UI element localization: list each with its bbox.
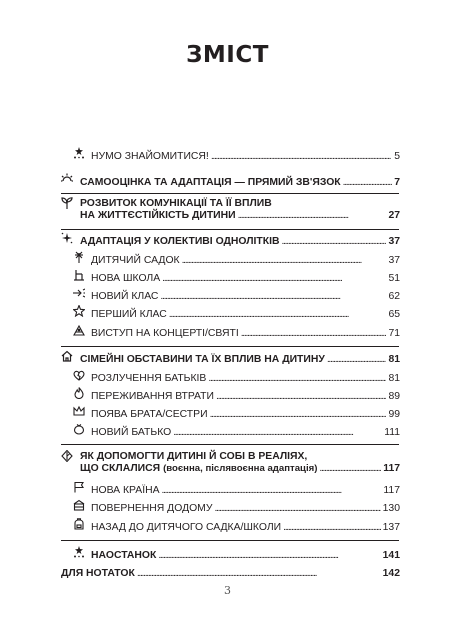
leader-dots [327,353,387,366]
toc-entry-page: 111 [384,427,400,438]
toc-entry-label: НОВИЙ БАТЬКО [91,427,172,438]
toc-section[interactable] [80,351,400,366]
toc-entry-label: СІМЕЙНІ ОБСТАВИНИ ТА ЇХ ВПЛИВ НА ДИТИНУ [80,354,325,365]
toc-entry-label: САМООЦІНКА ТА АДАПТАЦІЯ — ПРЯМИЙ ЗВ'ЯЗОК [80,177,341,188]
toc-entry-label: ПЕРШИЙ КЛАС [91,309,167,320]
sun-rays-icon [61,173,73,185]
flame-icon [73,387,85,399]
toc-entry-page: 5 [394,151,400,162]
leader-dots [160,290,386,303]
toc-entry-label: ПОВЕРНЕННЯ ДОДОМУ [91,503,213,514]
toc-entry-label: НОВИЙ КЛАС [91,291,159,302]
toc-entry-label: РОЗЛУЧЕННЯ БАТЬКІВ [91,373,207,384]
toc-entry-page: 62 [388,291,400,302]
section-divider [61,444,399,445]
toc-entry-label: НАЗАД ДО ДИТЯЧОГО САДКА/ШКОЛИ [91,522,282,533]
backpack-icon [73,518,85,530]
leader-dots [208,372,386,385]
leader-dots [214,502,380,515]
leader-dots [211,150,392,163]
leader-dots [216,390,386,403]
toc-entry-page: 7 [394,177,400,188]
crown-icon [73,405,85,417]
leader-dots [210,408,387,421]
toc-entry[interactable] [91,424,400,439]
toc-entry[interactable] [91,306,400,321]
toc-entry-page: 141 [382,550,400,561]
leader-dots [238,210,387,222]
toc-entry[interactable] [91,500,400,515]
sparkle-icon [61,232,73,244]
toc-entry-label: ПЕРЕЖИВАННЯ ВТРАТИ [91,391,214,402]
toc-entry-page: 99 [388,409,400,420]
leaf-icon [61,450,73,462]
section-divider [61,540,399,541]
section-divider [61,229,399,230]
toc-entry[interactable] [91,325,400,340]
toc-section[interactable] [80,174,400,189]
toc-entry-page: 81 [388,373,400,384]
toc-section[interactable] [80,198,400,222]
leader-dots [162,272,386,285]
toc-entry-page: 137 [382,522,400,533]
leader-dots [169,308,387,321]
toc-entry-label-line2: ЩО СКЛАЛИСЯ [80,463,161,474]
toc-entry-subtitle: (воєнна, післявоєнна адаптація) [163,463,318,474]
toc-entry-page: 142 [382,568,400,579]
toc-entry[interactable] [91,288,400,303]
toc-entry-label: ДИТЯЧИЙ САДОК [91,255,180,266]
arrow-burst-icon [73,287,85,299]
toc-entry-label: ЯК ДОПОМОГТИ ДИТИНІ Й СОБІ В РЕАЛІЯХ, [80,451,308,462]
ring-icon [73,423,85,435]
toc-entry[interactable] [91,252,400,267]
toc-entry[interactable] [91,270,400,285]
toc-section[interactable] [61,565,400,580]
school-icon [73,269,85,281]
leader-dots [319,463,381,475]
leader-dots [173,426,382,439]
toc-entry-label: НОВА ШКОЛА [91,273,161,284]
star-icon [73,305,85,317]
leader-dots [137,567,381,580]
toc-entry-page: 65 [388,309,400,320]
flag-icon [73,481,85,493]
toc-entry-page: 37 [388,255,400,266]
toc-section[interactable] [80,233,400,248]
toc-entry-page: 27 [388,210,400,221]
section-divider [61,346,399,347]
house-icon [61,350,73,362]
page-number: 3 [224,584,231,597]
stars-icon [73,147,85,159]
toc-entry-label: НУМО ЗНАЙОМИТИСЯ! [91,151,209,162]
toc-entry[interactable] [91,519,400,534]
toc-entry-page: 130 [382,503,400,514]
toc-entry-label: ВИСТУП НА КОНЦЕРТІ/СВЯТІ [91,328,239,339]
stage-icon [73,324,85,336]
small-flower-icon [73,251,85,263]
section-divider [61,193,399,194]
toc-entry-page: 51 [388,273,400,284]
toc-entry-page: 71 [388,328,400,339]
toc-entry[interactable] [91,482,400,497]
page-title: ЗМІСТ [186,42,269,68]
toc-entry-label: НАОСТАНОК [91,550,157,561]
toc-entry-page: 37 [388,236,400,247]
broken-heart-icon [73,369,85,381]
toc-section[interactable] [91,547,400,562]
leader-dots [282,235,387,248]
leader-dots [162,484,382,497]
toc-entry-label: ПОЯВА БРАТА/СЕСТРИ [91,409,208,420]
toc-entry-label: АДАПТАЦІЯ У КОЛЕКТИВІ ОДНОЛІТКІВ [80,236,280,247]
toc-entry[interactable] [91,370,400,385]
toc-entry-label: НОВА КРАЇНА [91,485,160,496]
toc-entry-page: 117 [383,463,400,474]
toc-entry-page: 81 [388,354,400,365]
leader-dots [158,549,380,562]
stars-icon [73,546,85,558]
toc-entry-label: РОЗВИТОК КОМУНІКАЦІЇ ТА ЇЇ ВПЛИВ [80,198,272,209]
toc-section[interactable] [80,451,400,475]
leader-dots [182,254,387,267]
leader-dots [343,176,393,189]
leader-dots [241,327,387,340]
toc-entry-page: 89 [388,391,400,402]
toc-entry-page: 117 [383,485,400,496]
home-return-icon [73,499,85,511]
toc-entry-label: ДЛЯ НОТАТОК [61,568,135,579]
sprout-icon [61,197,73,209]
toc-entry-label-line2: НА ЖИТТЄСТІЙКІСТЬ ДИТИНИ [80,210,236,221]
toc-entry[interactable] [91,406,400,421]
toc-entry[interactable] [91,148,400,163]
toc-entry[interactable] [91,388,400,403]
leader-dots [283,521,381,534]
